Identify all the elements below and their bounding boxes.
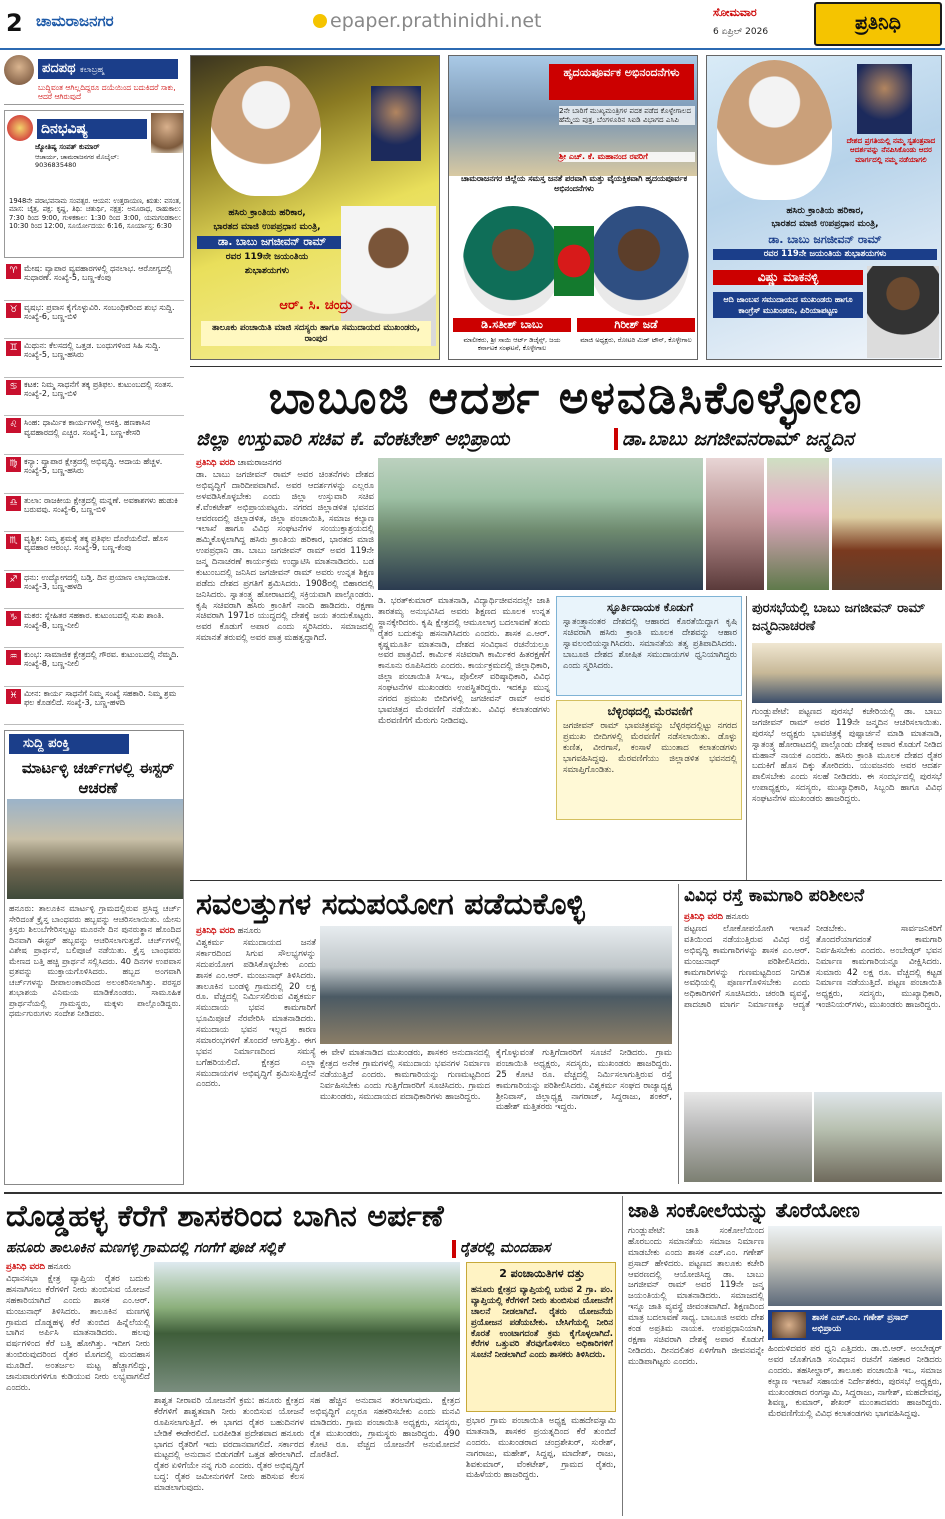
lead-main-photo bbox=[378, 458, 703, 590]
mla-photo bbox=[772, 1312, 806, 1338]
zodiac-sign-icon: ♎ bbox=[6, 496, 21, 511]
zodiac-row bbox=[4, 378, 184, 417]
panchanga-text: 1948ನೇ ಪರಾಭವನಾಮ ಸಂವತ್ಸರ. ಆಯನ: ಉತ್ತರಾಯಣ, ಋತು: ವಸಂತ, ಮಾಸ: ಚೈತ್ರ, ಪಕ್ಷ: ಕೃಷ್ಣ, ತಿಥಿ: ಚತುರ್ಥಿ, ನಕ್ಷತ್ರ: ಅನೂರಾಧ, ರಾಹುಕಾಲ: 7:30 ರಿಂದ 9:00, ಗುಳಿಕಕಾಲ: 1:30 ರಿಂದ 3:00, ಯಮಗಂಡಕಾಲ: 10:30 ರಿಂದ 12:00, ಸೂರ್ಯೋದಯ: 6:16, ಸೂರ್ಯಾಸ್ತ: 6:30 bbox=[9, 197, 181, 231]
jati-col-1: ಗುಂಡ್ಲುಪೇಟೆ: ಜಾತಿ ಸಂಕೋಲೆಯಿಂದ ಹೊರಬಂದು ಸಮಾನತೆಯ ಸಮಾಜ ನಿರ್ಮಾಣ ಮಾಡಬೇಕು ಎಂದು ಶಾಸಕ ಎಚ್.ಎಂ. ಗಣೇಶ್ ಪ್ರಸಾದ್ ಹೇಳಿದರು. ಪಟ್ಟಣದ ತಾಲೂಕು ಕಚೇರಿ ಆವರಣದಲ್ಲಿ ಆಯೋಜಿಸಿದ್ದ ಡಾ. ಬಾಬು ಜಗಜೀವನ್ ರಾಮ್ ಅವರ 119ನೇ ಜನ್ಮ ಜಯಂತಿಯಲ್ಲಿ ಮಾತನಾಡಿದರು. ಸಮಾಜದಲ್ಲಿ ಇನ್ನೂ ಜಾತಿ ವ್ಯವಸ್ಥೆ ಜೀವಂತವಾಗಿದೆ. ಶಿಕ್ಷಣದಿಂದ ಮಾತ್ರ ಬದಲಾವಣೆ ಸಾಧ್ಯ. ಬಾಬೂಜಿ ಅವರು ದೇಶ ಕಂಡ ಅಪ್ರತಿಮ ನಾಯಕ. ಉಪಪ್ರಧಾನಿಯಾಗಿ, ರಕ್ಷಣಾ ಸಚಿವರಾಗಿ ದೇಶಕ್ಕೆ ಅಪಾರ ಕೊಡುಗೆ ನೀಡಿದರು. ದೀನದಲಿತರ ಏಳಿಗೆಗಾಗಿ ಜೀವನವನ್ನೇ ಮುಡಿಪಾಗಿಟ್ಟರು ಎಂದರು. bbox=[628, 1226, 764, 1367]
inspiring-box bbox=[556, 596, 742, 696]
district-name: ಚಾಮರಾಜನಗರ bbox=[36, 12, 114, 30]
ad3-line-3: ಡಾ. ಬಾಬು ಜಗಜೀವನ್ ರಾಮ್ bbox=[768, 233, 882, 246]
zodiac-text: ಧನು: ಉದ್ಯೋಗದಲ್ಲಿ ಬಡ್ತಿ. ದಿನ ಪ್ರಯಾಣ ಲಾಭದಾಯಕ. ಸಂಖ್ಯೆ-3, ಬಣ್ಣ-ಹಳದಿ bbox=[24, 572, 171, 591]
zodiac-sign-icon: ♏ bbox=[6, 534, 21, 549]
byline-place: ಹನೂರು bbox=[237, 926, 261, 936]
masthead bbox=[0, 0, 945, 50]
ad1-line-5: ಶುಭಾಶಯಗಳು bbox=[244, 266, 290, 276]
raste-body: ಪಟ್ಟಣದ ಲೋಕೋಪಯೋಗಿ ಇಲಾಖೆ ವತಿಯಿಂದ ನಡೆಯುತ್ತಿರುವ ವಿವಿಧ ರಸ್ತೆ ಅಭಿವೃದ್ಧಿ ಕಾಮಗಾರಿಗಳನ್ನು ಶಾಸಕ ಎಂ.ಆರ್. ಮಂಜುನಾಥ್ ಪರಿಶೀಲಿಸಿದರು. ಕಾಮಗಾರಿಗಳನ್ನು ಗುಣಮಟ್ಟದಿಂದ ನಿಗದಿತ ಅವಧಿಯಲ್ಲಿ ಪೂರ್ಣಗೊಳಿಸಬೇಕು ಎಂದು ಅಧಿಕಾರಿಗಳಿಗೆ ಸೂಚಿಸಿದರು. ಚರಂಡಿ ವ್ಯವಸ್ಥೆ, ಪಾದಚಾರಿ ಮಾರ್ಗ ನಿರ್ಮಾಣಕ್ಕೂ ಆದ್ಯತೆ ನೀಡಬೇಕು. ಸಾರ್ವಜನಿಕರಿಗೆ ತೊಂದರೆಯಾಗದಂತೆ ಕಾಮಗಾರಿ ನಿರ್ವಹಿಸಬೇಕು ಎಂದರು. ಅಂಬೇಡ್ಕರ್ ಭವನ ನಿರ್ಮಾಣ ಕಾಮಗಾರಿಯನ್ನೂ ವೀಕ್ಷಿಸಿದರು. ಸುಮಾರು 42 ಲಕ್ಷ ರೂ. ವೆಚ್ಚದಲ್ಲಿ ಕಟ್ಟಡ ನಿರ್ಮಾಣ ನಡೆಯುತ್ತಿದೆ. ಪಟ್ಟಣ ಪಂಚಾಯಿತಿ ಅಧ್ಯಕ್ಷರು, ಸದಸ್ಯರು, ಮುಖ್ಯಾಧಿಕಾರಿ, ಇಂಜಿನಿಯರ್‌ಗಳು, ಮುಖಂಡರು ಹಾಜರಿದ್ದರು. bbox=[684, 924, 942, 1011]
zodiac-sign-icon: ♋ bbox=[6, 380, 21, 395]
horoscope-title: ದಿನಭವಿಷ್ಯ bbox=[37, 119, 147, 139]
girish-jade-photo bbox=[589, 206, 689, 316]
ad-chandru bbox=[190, 55, 440, 360]
subhead-divider bbox=[452, 1240, 456, 1258]
zodiac-text: ಮಕರ: ಸ್ನೇಹಿತರ ಸಹಕಾರ. ಕುಟುಂಬದಲ್ಲಿ ಸುಖ ಶಾಂತಿ. ಸಂಖ್ಯೆ-8, ಬಣ್ಣ-ನೀಲಿ bbox=[24, 611, 164, 630]
doddahalla-col-4: ಪ್ರಭಾರ ಗ್ರಾಮ ಪಂಚಾಯಿತಿ ಅಧ್ಯಕ್ಷ ಮಹದೇವಸ್ವಾಮಿ ಮಾತನಾಡಿ, ಶಾಸಕರ ಪ್ರಯತ್ನದಿಂದ ಕೆರೆ ತುಂಬಿದೆ ಎಂದರು. ಮುಖಂಡರಾದ ಚಂದ್ರಶೇಖರ್, ಸುರೇಶ್, ನಾಗರಾಜು, ಮಹೇಶ್, ಸಿದ್ದಪ್ಪ, ಮಾದೇಶ್, ರಾಜು, ಶಿವಕುಮಾರ್, ವೆಂಕಟೇಶ್, ಗ್ರಾಮದ ರೈತರು, ಮಹಿಳೆಯರು ಹಾಜರಿದ್ದರು. bbox=[466, 1416, 616, 1481]
ad1-line-3: ಡಾ. ಬಾಬು ಜಗಜೀವನ್ ರಾಮ್ bbox=[197, 236, 347, 249]
astrologer-name: ಜ್ಯೋತಿಷ್ಯ ಸಂಪತ್ ಕುಮಾರ್ bbox=[35, 143, 100, 151]
doddahalla-photo bbox=[154, 1262, 460, 1392]
flower-bouquet bbox=[554, 226, 594, 296]
suddi-panki-body: ಹನೂರು: ತಾಲೂಕಿನ ಮಾರ್ಟಳ್ಳಿ ಗ್ರಾಮದಲ್ಲಿರುವ ಪ್ರಸಿದ್ಧ ಚರ್ಚ್ ಸೇರಿದಂತೆ ಕ್ರೈಸ್ತ ಬಾಂಧವರು ಹಬ್ಬವನ್ನು ಆಚರಿಸಲಾಯಿತು. ಯೇಸು ಕ್ರಿಸ್ತರು ಶಿಲುಬೆಗೇರಿಸಲ್ಪಟ್ಟು ಮೂರನೇ ದಿನ ಪುನರುತ್ಥಾನ ಹೊಂದಿದ ದಿನವಾಗಿ ಈಸ್ಟರ್ ಹಬ್ಬವನ್ನು ಆಚರಿಸಲಾಗುತ್ತದೆ. ಚರ್ಚ್‌ಗಳಲ್ಲಿ ವಿಶೇಷ ಪ್ರಾರ್ಥನೆ, ಬಲಿಪೂಜೆ ನಡೆಯಿತು. ಕ್ರೈಸ್ತ ಬಾಂಧವರು ಮೇಣದ ಬತ್ತಿ ಹಚ್ಚಿ ಪ್ರಾರ್ಥನೆ ಸಲ್ಲಿಸಿದರು. 40 ದಿನಗಳ ಉಪವಾಸ ವ್ರತವನ್ನು ಮುಕ್ತಾಯಗೊಳಿಸಿದರು. ಹಬ್ಬದ ಅಂಗವಾಗಿ ಚರ್ಚ್‌ಗಳನ್ನು ದೀಪಾಲಂಕಾರದಿಂದ ಅಲಂಕರಿಸಲಾಗಿತ್ತು. ಪರಸ್ಪರ ಶುಭಾಶಯ ವಿನಿಮಯ ಮಾಡಿಕೊಂಡರು. ಸಾಮೂಹಿಕ ಪ್ರಾರ್ಥನೆಯಲ್ಲಿ ಗ್ರಾಮಸ್ಥರು, ಮಕ್ಕಳು ಪಾಲ್ಗೊಂಡಿದ್ದರು. ಧರ್ಮಗುರುಗಳು ಸಂದೇಶ ನೀಡಿದರು. bbox=[9, 903, 181, 1018]
suddi-panki-box bbox=[4, 730, 184, 1185]
ad-vishnu bbox=[706, 55, 942, 360]
adoption-box bbox=[466, 1262, 616, 1412]
jati-photo bbox=[768, 1226, 942, 1306]
site-url[interactable]: epaper.prathinidhi.net bbox=[330, 10, 542, 32]
doddahalla-col-3: ಸಹ ಹೆಚ್ಚಿನ ಅನುದಾನ ತರಲಾಗುವುದು. ಕ್ಷೇತ್ರದ ಅಭಿವೃದ್ಧಿಗೆ ಎಲ್ಲರೂ ಸಹಕರಿಸಬೇಕು ಎಂದು ಮನವಿ ಮಾಡಿದರು. ಗ್ರಾಮ ಪಂಚಾಯಿತಿ ಅಧ್ಯಕ್ಷರು, ಸದಸ್ಯರು, ರೈತ ಮುಖಂಡರು, ಗ್ರಾಮಸ್ಥರು ಹಾಜರಿದ್ದರು. 490 ಕೋಟಿ ರೂ. ವೆಚ್ಚದ ಯೋಜನೆಗೆ ಅನುಮೋದನೆ ದೊರೆತಿದೆ. bbox=[310, 1396, 460, 1461]
lead-photo-3 bbox=[767, 458, 829, 590]
purasabhe-photo bbox=[752, 643, 942, 703]
zodiac-sign-icon: ♈ bbox=[6, 264, 21, 279]
zodiac-sign-icon: ♉ bbox=[6, 303, 21, 318]
zodiac-text: ವೃಶ್ಚಿಕ: ನಿಮ್ಮ ಶ್ರಮಕ್ಕೆ ತಕ್ಕ ಪ್ರತಿಫಲ ದೊರೆಯಲಿದೆ. ಹೊಸ ವ್ಯವಹಾರ ಆರಂಭ. ಸಂಖ್ಯೆ-9, ಬಣ್ಣ-ಕೆಂಪು bbox=[24, 534, 168, 553]
lead-photo-2 bbox=[706, 458, 764, 590]
zodiac-text: ತುಲಾ: ರಾಜಕೀಯ ಕ್ಷೇತ್ರದಲ್ಲಿ ಮನ್ನಣೆ. ಅವಕಾಶಗಳು ಹುಡುಕಿ ಬರುವವು. ಸಂಖ್ಯೆ-6, ಬಣ್ಣ-ಬಿಳಿ bbox=[24, 495, 178, 514]
doddahalla-headline: ದೊಡ್ಡಹಳ್ಳ ಕೆರೆಗೆ ಶಾಸಕರಿಂದ ಬಾಗಿನ ಅರ್ಪಣೆ bbox=[6, 1199, 444, 1234]
zodiac-text: ಕುಂಭ: ಸಾಮಾಜಿಕ ಕ್ಷೇತ್ರದಲ್ಲಿ ಗೌರವ. ಕುಟುಂಬದಲ್ಲಿ ನೆಮ್ಮದಿ. ಸಂಖ್ಯೆ-8, ಬಣ್ಣ-ನೀಲಿ bbox=[24, 650, 179, 669]
zodiac-text: ವೃಷಭ: ಪ್ರವಾಸ ಕೈಗೊಳ್ಳುವಿರಿ. ಸಂಬಂಧಿಕರಿಂದ ಶುಭ ಸುದ್ದಿ. ಸಂಖ್ಯೆ-6, ಬಣ್ಣ-ಬಿಳಿ bbox=[24, 302, 175, 321]
horoscope-box bbox=[4, 110, 184, 258]
ad2-title: ಹೃದಯಪೂರ್ವಕ ಅಭಿನಂದನೆಗಳು bbox=[549, 64, 694, 100]
purasabhe-body: ಗುಂಡ್ಲುಪೇಟೆ: ಪಟ್ಟಣದ ಪುರಸಭೆ ಕಚೇರಿಯಲ್ಲಿ ಡಾ. ಬಾಬು ಜಗಜೀವನ್ ರಾಮ್ ಅವರ 119ನೇ ಜನ್ಮದಿನ ಆಚರಿಸಲಾಯಿತು. ಪುರಸಭೆ ಅಧ್ಯಕ್ಷರು ಭಾವಚಿತ್ರಕ್ಕೆ ಪುಷ್ಪಾರ್ಚನೆ ಮಾಡಿ ಮಾತನಾಡಿ, ಸ್ವಾತಂತ್ರ್ಯ ಹೋರಾಟದಲ್ಲಿ ಪಾಲ್ಗೊಂಡು ದೇಶಕ್ಕೆ ಅಪಾರ ಕೊಡುಗೆ ನೀಡಿದ ಮಹಾನ್ ನಾಯಕ ಎಂದರು. ಹಸಿರು ಕ್ರಾಂತಿ ಮೂಲಕ ದೇಶದ ರೈತರ ಬದುಕಿಗೆ ಹೊಸ ದಿಕ್ಕು ತೋರಿದರು. ಯುವಜನರು ಅವರ ಆದರ್ಶ ಪಾಲಿಸಬೇಕು ಎಂದು ಸಲಹೆ ನೀಡಿದರು. ಈ ಸಂದರ್ಭದಲ್ಲಿ ಪುರಸಭೆ ಉಪಾಧ್ಯಕ್ಷರು, ಸದಸ್ಯರು, ಮುಖ್ಯಾಧಿಕಾರಿ, ಸಿಬ್ಬಂದಿ ಹಾಗೂ ವಿವಿಧ ಸಂಘಟನೆಗಳ ಮುಖಂಡರು ಹಾಜರಿದ್ದರು. bbox=[752, 707, 942, 804]
padapatha-box bbox=[4, 55, 184, 105]
zodiac-text: ಮೇಷ: ವ್ಯಾಪಾರ ವ್ಯವಹಾರಗಳಲ್ಲಿ ಧನಲಾಭ. ಆರೋಗ್ಯದಲ್ಲಿ ಸುಧಾರಣೆ. ಸಂಖ್ಯೆ-5, ಬಣ್ಣ-ಕೆಂಪು bbox=[24, 264, 173, 283]
zodiac-sign-icon: ♌ bbox=[6, 418, 21, 433]
byline-label: ಪ್ರತಿನಿಧಿ ವರದಿ bbox=[6, 1262, 45, 1272]
zodiac-row bbox=[4, 609, 184, 648]
ad-congrats bbox=[448, 55, 698, 360]
jati-quote-text: ಶಾಸಕ ಎಚ್.ಎಂ. ಗಣೇಶ್ ಪ್ರಸಾದ್ ಅಭಿಪ್ರಾಯ bbox=[812, 1313, 909, 1335]
adoption-box-text: ಹನೂರು ಕ್ಷೇತ್ರದ ವ್ಯಾಪ್ತಿಯಲ್ಲಿ ಬರುವ 2 ಗ್ರಾ. ಪಂ. ವ್ಯಾಪ್ತಿಯಲ್ಲಿ ಕೆರೆಗಳಿಗೆ ನೀರು ತುಂಬಿಸುವ ಯೋಜನೆಗೆ ಚಾಲನೆ ನೀಡಲಾಗಿದೆ. ರೈತರು ಯೋಜನೆಯ ಪ್ರಯೋಜನ ಪಡೆಯಬೇಕು. ಬೇಸಿಗೆಯಲ್ಲಿ ನೀರಿನ ಕೊರತೆ ಉಂಟಾಗದಂತೆ ಕ್ರಮ ಕೈಗೊಳ್ಳಲಾಗಿದೆ. ಕೆರೆಗಳ ಒತ್ತುವರಿ ತೆರವುಗೊಳಿಸಲು ಅಧಿಕಾರಿಗಳಿಗೆ ಸೂಚನೆ ನೀಡಲಾಗಿದೆ ಎಂದು ಶಾಸಕರು ತಿಳಿಸಿದರು. bbox=[471, 1285, 613, 1361]
zodiac-row bbox=[4, 262, 184, 301]
zodiac-sign-icon: ♒ bbox=[6, 650, 21, 665]
suddi-panki-label: ಸುದ್ದಿ ಪಂಕ್ತಿ bbox=[9, 734, 129, 754]
byline-label: ಪ್ರತಿನಿಧಿ ವರದಿ bbox=[684, 912, 723, 922]
zodiac-row bbox=[4, 455, 184, 494]
raste-photo-2 bbox=[814, 1092, 942, 1182]
lead-byline bbox=[196, 458, 374, 469]
astrologer-photo bbox=[151, 113, 183, 153]
zodiac-row bbox=[4, 339, 184, 378]
astrologer-address: ಆಚಾರ್ಯ, ಚಾಮರಾಜನಗರ ಮೊಬೈಲ್: 9036835480 bbox=[35, 153, 120, 170]
savalattu-col-1: ವಿಶ್ವಕರ್ಮ ಸಮುದಾಯದ ಜನತೆ ಸರ್ಕಾರದಿಂದ ಸಿಗುವ ಸೌಲಭ್ಯಗಳನ್ನು ಸದುಪಯೋಗ ಪಡಿಸಿಕೊಳ್ಳಬೇಕು ಎಂದು ಶಾಸಕ ಎಂ.ಆರ್. ಮಂಜುನಾಥ್ ತಿಳಿಸಿದರು. ತಾಲೂಕಿನ ಬಂಡಳ್ಳಿ ಗ್ರಾಮದಲ್ಲಿ 20 ಲಕ್ಷ ರೂ. ವೆಚ್ಚದಲ್ಲಿ ನಿರ್ಮಿಸಲಿರುವ ವಿಶ್ವಕರ್ಮ ಸಮುದಾಯ ಭವನ ಕಾಮಗಾರಿಗೆ ಭೂಮಿಪೂಜೆ ನೆರವೇರಿಸಿ ಮಾತನಾಡಿದರು. ಸಮುದಾಯ ಭವನ ಇಲ್ಲದ ಕಾರಣ ಸಮಾರಂಭಗಳಿಗೆ ತೊಂದರೆ ಆಗುತ್ತಿತ್ತು. ಈಗ ಭವನ ನಿರ್ಮಾಣದಿಂದ ಸಮಸ್ಯೆ ಬಗೆಹರಿಯಲಿದೆ. ಕ್ಷೇತ್ರದ ಎಲ್ಲಾ ಸಮುದಾಯಗಳ ಅಭಿವೃದ್ಧಿಗೆ ಶ್ರಮಿಸುತ್ತಿದ್ದೇನೆ ಎಂದರು. bbox=[196, 938, 316, 1090]
lead-photo-4 bbox=[832, 458, 942, 590]
lead-col-2: ಡಿ. ಭರತ್‌ಕುಮಾರ್ ಮಾತನಾಡಿ, ವಿದ್ಯಾರ್ಥಿಜೀವನದಲ್ಲೇ ಜಾತಿ ತಾರತಮ್ಯ ಅನುಭವಿಸಿದ ಅವರು ಶಿಕ್ಷಣದ ಮೂಲಕ ಉನ್ನತ ಸ್ಥಾನಕ್ಕೇರಿದರು. ಕೃಷಿ ಕ್ಷೇತ್ರದಲ್ಲಿ ಆಮೂಲಾಗ್ರ ಬದಲಾವಣೆ ತಂದು ರೈತರ ಬದುಕನ್ನು ಹಸನಾಗಿಸಿದರು ಎಂದರು. ಶಾಸಕ ಎ.ಆರ್. ಕೃಷ್ಣಮೂರ್ತಿ ಮಾತನಾಡಿ, ದೇಶದ ಸಂವಿಧಾನ ರಚನೆಯಲ್ಲೂ ಅವರ ಪಾತ್ರವಿದೆ. ಕಾರ್ಮಿಕ ಸಚಿವರಾಗಿ ಕಾರ್ಮಿಕರ ಹಿತರಕ್ಷಣೆಗೆ ಕಾನೂನು ರೂಪಿಸಿದರು ಎಂದರು. ಕಾರ್ಯಕ್ರಮದಲ್ಲಿ ಜಿಲ್ಲಾಧಿಕಾರಿ, ಜಿಲ್ಲಾ ಪಂಚಾಯಿತಿ ಸಿಇಒ, ಪೊಲೀಸ್ ವರಿಷ್ಠಾಧಿಕಾರಿ, ವಿವಿಧ ಸಂಘಟನೆಗಳ ಮುಖಂಡರು ಉಪಸ್ಥಿತರಿದ್ದರು. ಇದಕ್ಕೂ ಮುನ್ನ ನಗರದ ಪ್ರಮುಖ ಬೀದಿಗಳಲ್ಲಿ ಜಗಜೀವನ್ ರಾಮ್ ಅವರ ಭಾವಚಿತ್ರದ ಮೆರವಣಿಗೆ ನಡೆಯಿತು. ವಿವಿಧ ಕಲಾತಂಡಗಳು ಮೆರವಣಿಗೆಗೆ ಮೆರುಗು ನೀಡಿದವು. bbox=[378, 596, 550, 726]
ad1-line-1: ಹಸಿರು ಕ್ರಾಂತಿಯ ಹರಿಕಾರ, bbox=[228, 208, 306, 218]
satish-babu-photo bbox=[463, 206, 563, 316]
lead-headline: ಬಾಬೂಜಿ ಆದರ್ಶ ಅಳವಡಿಸಿಕೊಳ್ಳೋಣ bbox=[268, 371, 864, 424]
purasabhe-headline: ಪುರಸಭೆಯಲ್ಲಿ ಬಾಬು ಜಗಜೀವನ್ ರಾಮ್ ಜನ್ಮದಿನಾಚರಣೆ bbox=[752, 601, 926, 634]
savalattu-photo bbox=[320, 926, 672, 1044]
ad2-highlight: ಶ್ರೀ ಎಚ್. ಕೆ. ಮಹಾನಂದ ರವರಿಗೆ bbox=[559, 152, 695, 162]
jati-col-2: ಹಿಂದುಳಿದವರ ಪರ ಧ್ವನಿ ಎತ್ತಿದರು. ಡಾ.ಬಿ.ಆರ್. ಅಂಬೇಡ್ಕರ್ ಅವರ ಜೊತೆಗೂಡಿ ಸಂವಿಧಾನ ರಚನೆಗೆ ಸಹಕಾರ ನೀಡಿದರು ಎಂದರು. ತಹಸೀಲ್ದಾರ್, ತಾಲೂಕು ಪಂಚಾಯಿತಿ ಇಒ, ಸಮಾಜ ಕಲ್ಯಾಣ ಇಲಾಖೆ ಸಹಾಯಕ ನಿರ್ದೇಶಕರು, ಪುರಸಭೆ ಅಧ್ಯಕ್ಷರು, ಮುಖಂಡರಾದ ರಂಗಸ್ವಾಮಿ, ಸಿದ್ದರಾಜು, ನಾಗೇಶ್, ಮಹದೇವಪ್ಪ, ಶಿವಣ್ಣ, ಕುಮಾರ್, ಶೇಖರ್ ಮುಂತಾದವರು ಹಾಜರಿದ್ದರು. ಮೆರವಣಿಗೆಯಲ್ಲಿ ವಿವಿಧ ಕಲಾತಂಡಗಳು ಭಾಗವಹಿಸಿದ್ದವು. bbox=[768, 1344, 942, 1420]
zodiac-row bbox=[4, 648, 184, 687]
issue-date: 6 ಏಪ್ರಿಲ್ 2026 bbox=[713, 27, 769, 37]
zodiac-text: ಮಿಥುನ: ಕೆಲಸದಲ್ಲಿ ಒತ್ತಡ. ಬಂಧುಗಳಿಂದ ಸಿಹಿ ಸುದ್ದಿ. ಸಂಖ್ಯೆ-5, ಬಣ್ಣ-ಹಸಿರು bbox=[24, 341, 161, 360]
ad2-person1-desc: ಮಾಲೀಕರು, ಶ್ರೀ ಸಾಯಿ ಆರ್ಟ್ ಡಿಜೈನ್ಸ್, ಜಯ ಕರ್ನಾಟಕ ಸಂಘಟನೆ, ಕೊಳ್ಳೇಗಾಲ bbox=[463, 336, 561, 353]
ad1-line-4: ರವರ 119ನೇ ಜಯಂತಿಯ bbox=[225, 252, 309, 262]
ad3-line-1: ಹಸಿರು ಕ್ರಾಂತಿಯ ಹರಿಕಾರ, bbox=[786, 206, 864, 216]
zodiac-row bbox=[4, 687, 184, 726]
procession-box bbox=[556, 700, 742, 820]
brand-logo: ಪ್ರತಿನಿಧಿ bbox=[814, 2, 942, 46]
zodiac-row bbox=[4, 494, 184, 533]
ad1-desc: ತಾಲೂಕು ಪಂಚಾಯಿತಿ ಮಾಜಿ ಸದಸ್ಯರು ಹಾಗೂ ಸಮುದಾಯದ ಮುಖಂಡರು, ರಾಂಪುರ bbox=[201, 321, 431, 346]
savalattu-col-3: ಕೈಗೊಳ್ಳುವಂತೆ ಗುತ್ತಿಗೆದಾರರಿಗೆ ಸೂಚನೆ ನೀಡಿದರು. ಗ್ರಾಮ ಪಂಚಾಯಿತಿ ಅಧ್ಯಕ್ಷರು, ಸದಸ್ಯರು, ಮುಖಂಡರು ಹಾಜರಿದ್ದರು. 25 ಕೋಟಿ ರೂ. ವೆಚ್ಚದಲ್ಲಿ ನಿರ್ಮಿಸಲಾಗುತ್ತಿರುವ ರಸ್ತೆ ಕಾಮಗಾರಿಯನ್ನು ಪರಿಶೀಲಿಸಿದರು. ವಿಶ್ವಕರ್ಮ ಸಂಘದ ರಾಜ್ಯಾಧ್ಯಕ್ಷ ಶ್ರೀನಿವಾಸ್, ಜಿಲ್ಲಾಧ್ಯಕ್ಷ ನಾಗರಾಜ್, ಸಿದ್ದರಾಜು, ಶಂಕರ್, ಮಹೇಶ್ ಮತ್ತಿತರರು ಇದ್ದರು. bbox=[496, 1048, 672, 1113]
zodiac-text: ಮೀನ: ಕಾರ್ಯ ಸಾಧನೆಗೆ ನಿಮ್ಮ ಸಂಖ್ಯೆ ಸಹಕಾರಿ. ನಿಮ್ಮ ಶ್ರಮ ಫಲ ಕೊಡಲಿದೆ. ಸಂಖ್ಯೆ-3, ಬಣ್ಣ-ಹಳದಿ bbox=[24, 688, 177, 707]
lead-col-1: ಡಾ. ಬಾಬು ಜಗಜೀವನ್ ರಾಮ್ ಅವರ ಚಿಂತನೆಗಳು ದೇಶದ ಅಭಿವೃದ್ಧಿಗೆ ದಾರಿದೀಪವಾಗಿವೆ. ಅವರ ಆದರ್ಶಗಳನ್ನು ಎಲ್ಲರೂ ಅಳವಡಿಸಿಕೊಳ್ಳಬೇಕು ಎಂದು ಜಿಲ್ಲಾ ಉಸ್ತುವಾರಿ ಸಚಿವ ಕೆ.ವೆಂಕಟೇಶ್ ಅಭಿಪ್ರಾಯಪಟ್ಟರು. ನಗರದ ಜಿಲ್ಲಾಡಳಿತ ಭವನದ ಆವರಣದಲ್ಲಿ ಜಿಲ್ಲಾಡಳಿತ, ಜಿಲ್ಲಾ ಪಂಚಾಯಿತಿ, ಸಮಾಜ ಕಲ್ಯಾಣ ಇಲಾಖೆ ಹಾಗೂ ವಿವಿಧ ಸಂಘಟನೆಗಳ ಸಂಯುಕ್ತಾಶ್ರಯದಲ್ಲಿ ಹಮ್ಮಿಕೊಳ್ಳಲಾಗಿದ್ದ ಹಸಿರು ಕ್ರಾಂತಿಯ ಹರಿಕಾರ, ಭಾರತದ ಮಾಜಿ ಉಪಪ್ರಧಾನಿ ಡಾ. ಬಾಬು ಜಗಜೀವನ್ ರಾಮ್ ಅವರ 119ನೇ ಜನ್ಮ ದಿನಾಚರಣೆ ಕಾರ್ಯಕ್ರಮ ಉದ್ಘಾಟಿಸಿ ಮಾತನಾಡಿದರು. ಬಡ ಕುಟುಂಬದಲ್ಲಿ ಜನಿಸಿದ ಜಗಜೀವನ್ ರಾಮ್ ಅವರು ಉನ್ನತ ಶಿಕ್ಷಣ ಪಡೆದು ದೇಶದ ಪ್ರಗತಿಗೆ ಶ್ರಮಿಸಿದರು. 1908ರಲ್ಲಿ ಬಿಹಾರದಲ್ಲಿ ಜನಿಸಿದರು. ಸ್ವಾತಂತ್ರ್ಯ ಹೋರಾಟದಲ್ಲಿ ಸಕ್ರಿಯವಾಗಿ ಪಾಲ್ಗೊಂಡರು. ಕೃಷಿ ಸಚಿವರಾಗಿ ಹಸಿರು ಕ್ರಾಂತಿಗೆ ನಾಂದಿ ಹಾಡಿದರು. ರಕ್ಷಣಾ ಸಚಿವರಾಗಿ 1971ರ ಯುದ್ಧದಲ್ಲಿ ದೇಶಕ್ಕೆ ಜಯ ತಂದುಕೊಟ್ಟರು. ಅವರ ಕೊಡುಗೆ ಅಪಾರ ಎಂದು ಸ್ಮರಿಸಿದರು. ಸಮಾಜದಲ್ಲಿ ಸಮಾನತೆ ತರುವಲ್ಲಿ ಅವರ ಪಾತ್ರ ಮಹತ್ವದ್ದಾಗಿದೆ. bbox=[196, 470, 374, 644]
byline-place: ಚಾಮರಾಜನಗರ bbox=[237, 458, 282, 468]
zodiac-row bbox=[4, 571, 184, 610]
doddahalla-col-2: ಶಾಶ್ವತ ನೀರಾವರಿ ಯೋಜನೆಗೆ ಕ್ರಮ: ಹನೂರು ಕ್ಷೇತ್ರದ ಕೆರೆಗಳಿಗೆ ಶಾಶ್ವತವಾಗಿ ನೀರು ತುಂಬಿಸುವ ಯೋಜನೆ ರೂಪಿಸಲಾಗುತ್ತಿದೆ. ಈ ಭಾಗದ ರೈತರ ಬಹುದಿನಗಳ ಬೇಡಿಕೆ ಈಡೇರಲಿದೆ. ಬರಪೀಡಿತ ಪ್ರದೇಶವಾದ ಹನೂರು ಭಾಗದ ರೈತರಿಗೆ ಇದು ವರದಾನವಾಗಲಿದೆ. ಸರ್ಕಾರದ ಮಟ್ಟದಲ್ಲಿ ಅನುದಾನ ಬಿಡುಗಡೆಗೆ ಒತ್ತಡ ಹೇರಲಾಗಿದೆ. ರೈತರ ಏಳಿಗೆಯೇ ನನ್ನ ಗುರಿ ಎಂದರು. ರೈತರ ಅಭಿವೃದ್ಧಿಗೆ ಬದ್ಧ: ರೈತರ ಜಮೀನುಗಳಿಗೆ ನೀರು ಹರಿಸುವ ಕೆಲಸ ಮಾಡಲಾಗುವುದು. bbox=[154, 1396, 304, 1493]
doddahalla-byline bbox=[6, 1262, 150, 1273]
byline-label: ಪ್ರತಿನಿಧಿ ವರದಿ bbox=[196, 458, 235, 468]
savalattu-byline bbox=[196, 926, 316, 937]
zodiac-sign-icon: ♍ bbox=[6, 457, 21, 472]
lead-subhead: ಜಿಲ್ಲಾ ಉಸ್ತುವಾರಿ ಸಚಿವ ಕೆ. ವೆಂಕಟೇಶ್ ಅಭಿಪ್ರಾಯ bbox=[196, 428, 510, 450]
ad1-line-2: ಭಾರತದ ಮಾಜಿ ಉಪಪ್ರಧಾನ ಮಂತ್ರಿ, bbox=[213, 222, 321, 232]
zodiac-row bbox=[4, 301, 184, 340]
raste-byline bbox=[684, 912, 804, 923]
padapatha-author: ಕಲಾಬ್ರಹ್ಮ bbox=[80, 65, 105, 74]
zodiac-text: ಸಿಂಹ: ಧಾರ್ಮಿಕ ಕಾರ್ಯಗಳಲ್ಲಿ ಆಸಕ್ತಿ. ಹಣಕಾಸಿನ ವ್ಯವಹಾರದಲ್ಲಿ ಎಚ್ಚರ. ಸಂಖ್ಯೆ-1, ಬಣ್ಣ-ಕೇಸರಿ bbox=[24, 418, 151, 437]
babu-jagjivan-ram-portrait bbox=[211, 66, 321, 196]
ad1-name: ಆರ್. ಸಿ. ಚಂದ್ರು bbox=[279, 298, 353, 313]
zodiac-text: ಕಟಕ: ನಿಮ್ಮ ಸಾಧನೆಗೆ ತಕ್ಕ ಪ್ರತಿಫಲ. ಕುಟುಂಬದಲ್ಲಿ ಸಂತಸ. ಸಂಖ್ಯೆ-2, ಬಣ್ಣ-ಬಿಳಿ bbox=[24, 379, 174, 398]
padapatha-title: ಪದಪಥ bbox=[42, 61, 76, 76]
zodiac-sign-icon: ♑ bbox=[6, 611, 21, 626]
byline-place: ಹನೂರು bbox=[725, 912, 749, 922]
zodiac-wheel-icon bbox=[7, 115, 33, 141]
subhead-divider bbox=[614, 428, 618, 450]
sun-icon bbox=[313, 14, 327, 28]
lead-subhead-2: ಡಾ.ಬಾಬು ಜಗಜೀವನರಾಮ್ ಜನ್ಮದಿನ bbox=[622, 428, 854, 450]
zodiac-text: ಕನ್ಯಾ: ವ್ಯಾಪಾರ ಕ್ಷೇತ್ರದಲ್ಲಿ ಅಭಿವೃದ್ಧಿ. ಆದಾಯ ಹೆಚ್ಚಳ. ಸಂಖ್ಯೆ-5, ಬಣ್ಣ-ಹಸಿರು bbox=[24, 457, 163, 476]
padapatha-text: ಬುದ್ಧಿವಂತ ಆಗಿಲ್ಲದಿದ್ದರೂ ದಯೆಯಿಂದ ಬದುಕಿದರೆ ಸಾಕು, ಆದರೆ ಆಗಿರುವುದೆ bbox=[38, 83, 176, 101]
byline-label: ಪ್ರತಿನಿಧಿ ವರದಿ bbox=[196, 926, 235, 936]
ambedkar-portrait bbox=[371, 86, 421, 161]
doddahalla-col-1: ವಿಧಾನಸಭಾ ಕ್ಷೇತ್ರ ವ್ಯಾಪ್ತಿಯ ರೈತರ ಬದುಕು ಹಸನಾಗಿಸಲು ಕೆರೆಗಳಿಗೆ ನೀರು ತುಂಬಿಸುವ ಯೋಜನೆ ಸಹಕಾರಿಯಾಗಿದೆ ಎಂದು ಶಾಸಕ ಎಂ.ಆರ್. ಮಂಜುನಾಥ್ ತಿಳಿಸಿದರು. ತಾಲೂಕಿನ ಮಣಗಳ್ಳಿ ಗ್ರಾಮದ ದೊಡ್ಡಹಳ್ಳ ಕೆರೆ ತುಂಬಿದ ಹಿನ್ನೆಲೆಯಲ್ಲಿ ಬಾಗಿನ ಅರ್ಪಿಸಿ ಮಾತನಾಡಿದರು. ಹಲವು ವರ್ಷಗಳಿಂದ ಕೆರೆ ಬತ್ತಿ ಹೋಗಿತ್ತು. ಇದೀಗ ನೀರು ತುಂಬಿರುವುದರಿಂದ ರೈತರ ಮೊಗದಲ್ಲಿ ಮಂದಹಾಸ ಮೂಡಿದೆ. ಅಂತರ್ಜಲ ಮಟ್ಟ ಹೆಚ್ಚಾಗಲಿದ್ದು, ಜಾನುವಾರುಗಳಿಗೂ ಕುಡಿಯುವ ನೀರು ಲಭ್ಯವಾಗಲಿದೆ ಎಂದರು. bbox=[6, 1274, 150, 1393]
raste-photo-1 bbox=[684, 1092, 812, 1182]
doddahalla-subhead: ಹನೂರು ತಾಲೂಕಿನ ಮಣಗಳ್ಳಿ ಗ್ರಾಮದಲ್ಲಿ ಗಂಗೆಗೆ ಪೂಜೆ ಸಲ್ಲಿಕೆ bbox=[6, 1240, 284, 1256]
zodiac-sign-icon: ♐ bbox=[6, 573, 21, 588]
ad2-person1: ಡಿ.ಸತೀಶ್ ಬಾಬು bbox=[453, 318, 571, 332]
savalattu-col-2: ಈ ವೇಳೆ ಮಾತನಾಡಿದ ಮುಖಂಡರು, ಶಾಸಕರ ಅನುದಾನದಲ್ಲಿ ಕ್ಷೇತ್ರದ ಅನೇಕ ಗ್ರಾಮಗಳಲ್ಲಿ ಸಮುದಾಯ ಭವನಗಳ ನಿರ್ಮಾಣ ನಡೆಯುತ್ತಿದೆ ಎಂದರು. ಕಾಮಗಾರಿಯನ್ನು ಗುಣಮಟ್ಟದಿಂದ ನಿರ್ವಹಿಸಬೇಕು ಎಂದು ಗುತ್ತಿಗೆದಾರರಿಗೆ ಸೂಚಿಸಿದರು. ಗ್ರಾಮದ ಮುಖಂಡರು, ಸಮುದಾಯದ ಪದಾಧಿಕಾರಿಗಳು ಹಾಜರಿದ್ದರು. bbox=[320, 1048, 490, 1102]
procession-box-text: ಜಗಜೀವನ್ ರಾಮ್ ಭಾವಚಿತ್ರವನ್ನು ಬೆಳ್ಳಿರಥದಲ್ಲಿಟ್ಟು ನಗರದ ಪ್ರಮುಖ ಬೀದಿಗಳಲ್ಲಿ ಮೆರವಣಿಗೆ ನಡೆಸಲಾಯಿತು. ಡೊಳ್ಳು ಕುಣಿತ, ವೀರಗಾಸೆ, ಕಂಸಾಳೆ ಮುಂತಾದ ಕಲಾತಂಡಗಳು ಭಾಗವಹಿಸಿದ್ದವು. ಮೆರವಣಿಗೆಯು ಜಿಲ್ಲಾಡಳಿತ ಭವನದಲ್ಲಿ ಸಮಾಪ್ತಿಗೊಂಡಿತು. bbox=[563, 721, 737, 775]
ad2-text: 2ನೇ ಬಾರಿಗೆ ಮುಖ್ಯಮಂತ್ರಿಗಳ ಪದಕ ಪಡೆದ ಕೊಳ್ಳೇಗಾಲದ ಹೆಮ್ಮೆಯ ಪುತ್ರ, ಬೆಂಗಳೂರಿನ ಸಿಐಡಿ ವಿಭಾಗದ ಎಸಿಪಿ bbox=[559, 106, 695, 125]
ad3-line-4: ರವರ 119ನೇ ಜಯಂತಿಯ ಶುಭಾಶಯಗಳು bbox=[713, 249, 937, 260]
raste-headline: ವಿವಿಧ ರಸ್ತೆ ಕಾಮಗಾರಿ ಪರಿಶೀಲನೆ bbox=[684, 886, 865, 906]
suddi-panki-headline: ಮಾರ್ಟಳ್ಳಿ ಚರ್ಚ್‌ಗಳಲ್ಲಿ ಈಸ್ಟರ್ ಆಚರಣೆ bbox=[21, 759, 175, 797]
author-photo bbox=[4, 55, 34, 85]
procession-box-title: ಬೆಳ್ಳಿರಥದಲ್ಲಿ ಮೆರವಣಿಗೆ bbox=[607, 705, 693, 718]
ad3-line-2: ಭಾರತದ ಮಾಜಿ ಉಪಪ್ರಧಾನ ಮಂತ್ರಿ, bbox=[771, 219, 879, 229]
zodiac-sign-icon: ♊ bbox=[6, 341, 21, 356]
ad2-person2-desc: ಮಾಜಿ ಅಧ್ಯಕ್ಷರು, ರೋಟರಿ ಮಿಡ್ ಟೌನ್, ಕೊಳ್ಳೇಗಾಲ bbox=[580, 336, 692, 344]
ambedkar-portrait bbox=[857, 64, 912, 134]
doddahalla-subhead-2: ರೈತರಲ್ಲಿ ಮಂದಹಾಸ bbox=[460, 1240, 551, 1256]
ad2-text2: ಚಾಮರಾಜನಗರ ಜಿಲ್ಲೆಯ ಸಮಸ್ತ ಜನತೆ ಪರವಾಗಿ ಮತ್ತು ವೈಯಕ್ತಿಕವಾಗಿ ಹೃದಯಪೂರ್ವಕ ಅಭಿನಂದನೆಗಳು bbox=[460, 174, 688, 194]
jati-quote bbox=[768, 1310, 942, 1340]
adoption-box-title: 2 ಪಂಚಾಯಿತಿಗಳ ದತ್ತು bbox=[499, 1267, 585, 1280]
savalattu-headline: ಸವಲತ್ತುಗಳ ಸದುಪಯೋಗ ಪಡೆದುಕೊಳ್ಳಿ bbox=[196, 887, 585, 922]
zodiac-row bbox=[4, 416, 184, 455]
inspiring-box-text: ಸ್ವಾತಂತ್ರ್ಯಾನಂತರ ದೇಶದಲ್ಲಿ ಆಹಾರದ ಕೊರತೆಯಿದ್ದಾಗ ಕೃಷಿ ಸಚಿವರಾಗಿ ಹಸಿರು ಕ್ರಾಂತಿ ಮೂಲಕ ದೇಶವನ್ನು ಆಹಾರ ಸ್ವಾವಲಂಬಿಯನ್ನಾಗಿಸಿದರು. ಸಮಾನತೆಯ ತತ್ವ ಪ್ರತಿಪಾದಿಸಿದರು. ಬಾಬೂಜಿ ದೇಶದ ಶೋಷಿತ ಸಮುದಾಯಗಳ ಧ್ವನಿಯಾಗಿದ್ದರು ಎಂದು ಸ್ಮರಿಸಿದರು. bbox=[563, 617, 737, 671]
ad3-desc: ಆದಿ ಜಾಂಬವ ಸಮುದಾಯದ ಮುಖಂಡರು ಹಾಗೂ ಕಾಂಗ್ರೆಸ್ ಮುಖಂಡರು, ಪಿರಿಯಾಪಟ್ಟಣ bbox=[713, 292, 863, 318]
ad3-quote: ದೇಶದ ಪ್ರಗತಿಯಲ್ಲಿ ನಮ್ಮ ಸ್ವತಂತ್ರವಾದ ಆದರ್ಶವನ್ನು ನೆನಪಿಸಿಕೊಂಡು ಆದರ ಮಾರ್ಗದಲ್ಲಿ ನಮ್ಮ ನಡೆಯಾಗಲಿ bbox=[846, 136, 936, 164]
easter-church-photo bbox=[7, 799, 183, 899]
ad2-person2: ಗಿರೀಶ್ ಜಡೆ bbox=[577, 318, 695, 332]
vishnu-photo bbox=[867, 266, 939, 358]
byline-place: ಹನೂರು bbox=[47, 1262, 71, 1272]
page-number: 2 bbox=[6, 9, 23, 37]
jati-headline: ಜಾತಿ ಸಂಕೋಲೆಯನ್ನು ತೊರೆಯೋಣ bbox=[628, 1198, 860, 1222]
weekday: ಸೋಮವಾರ bbox=[713, 6, 757, 19]
zodiac-sign-icon: ♓ bbox=[6, 689, 21, 704]
babu-jagjivan-ram-portrait bbox=[717, 60, 832, 200]
inspiring-box-title: ಸ್ಫೂರ್ತಿದಾಯಕ ಕೊಡುಗೆ bbox=[606, 601, 694, 614]
zodiac-row bbox=[4, 532, 184, 571]
ad3-name: ವಿಷ್ಣು ಮಾಕನಳ್ಳಿ bbox=[713, 270, 863, 285]
